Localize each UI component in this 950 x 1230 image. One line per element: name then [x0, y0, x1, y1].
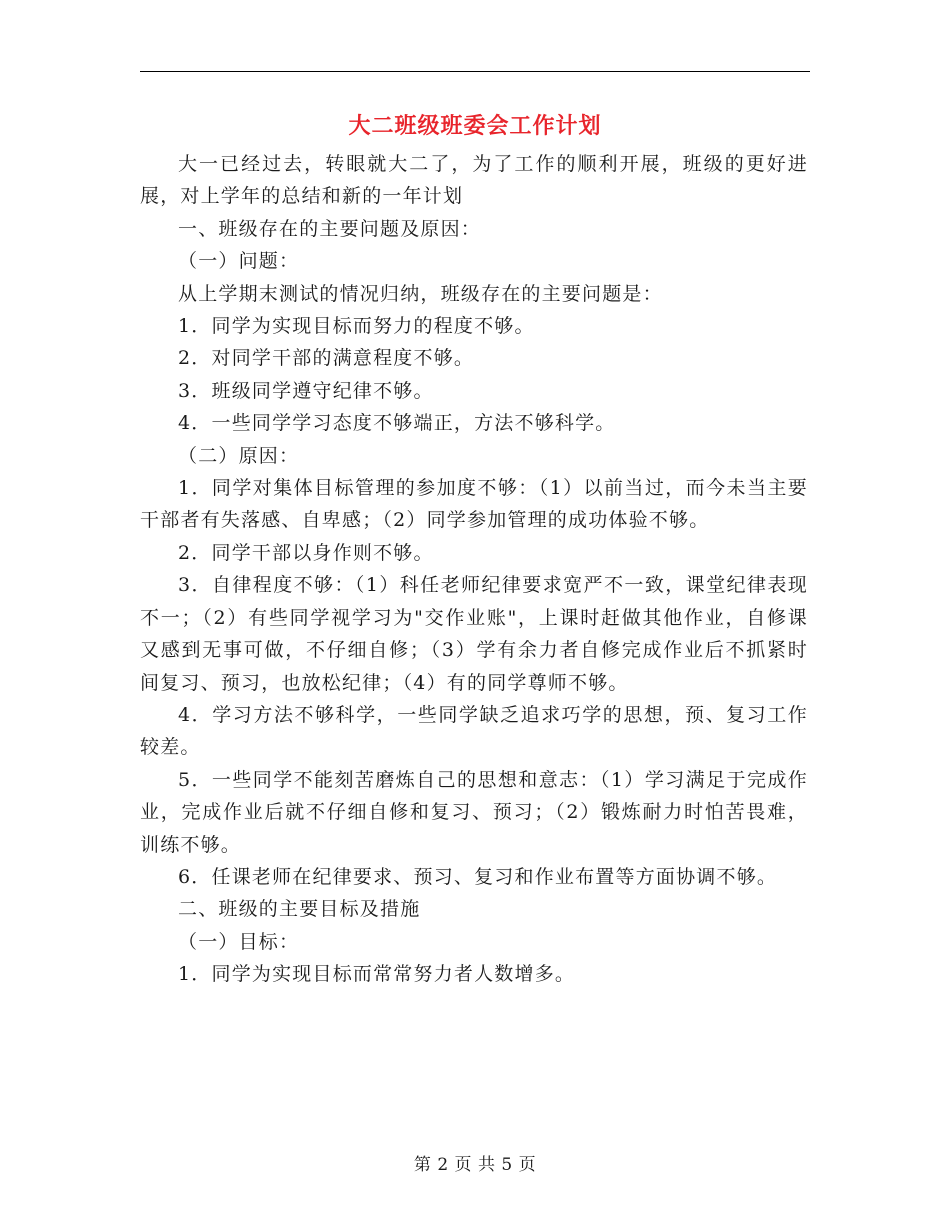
document-body [140, 148, 808, 991]
section-heading-goals: 二、班级的主要目标及措施 [178, 898, 421, 921]
subsection-heading-issues: （一）问题： [178, 250, 300, 273]
paragraph: 从上学期末测试的情况归纳，班级存在的主要问题是： [178, 282, 663, 305]
list-item: 1．同学对集体目标管理的参加度不够：（1）以前当过，而今未当主要干部者有失落感、自卑感；（2）同学参加管理的成功体验不够。 [140, 477, 808, 532]
list-item: 5．一些同学不能刻苦磨炼自己的思想和意志：（1）学习满足于完成作业，完成作业后就不仔细自修和复习、预习；（2）锻炼耐力时怕苦畏难，训练不够。 [140, 768, 808, 856]
header-rule [140, 71, 810, 72]
list-item: 1．同学为实现目标而常常努力者人数增多。 [178, 963, 576, 986]
list-item: 2．同学干部以身作则不够。 [178, 541, 434, 564]
subsection-heading-targets: （一）目标： [178, 930, 300, 953]
page-number-footer: 第 2 页 共 5 页 [413, 1155, 537, 1175]
list-item: 1．同学为实现目标而努力的程度不够。 [178, 315, 535, 338]
intro-paragraph: 大一已经过去，转眼就大二了，为了工作的顺利开展，班级的更好进展，对上学年的总结和新的一年计划 [140, 153, 808, 208]
subsection-heading-causes: （二）原因： [178, 444, 300, 467]
section-heading-problems: 一、班级存在的主要问题及原因： [178, 217, 482, 240]
list-item: 3．自律程度不够：（1）科任老师纪律要求宽严不一致，课堂纪律表现不一；（2）有些同学视学习为"交作业账"，上课时赶做其他作业，自修课又感到无事可做，不仔细自修；（3）学有余力者自修完成作业后不抓紧时间复习、预习，也放松纪律；（4）有的同学尊师不够。 [140, 574, 808, 694]
document-title: 大二班级班委会工作计划 [348, 113, 602, 139]
list-item: 4．学习方法不够科学，一些同学缺乏追求巧学的思想，预、复习工作较差。 [140, 703, 808, 759]
list-item: 2．对同学干部的满意程度不够。 [178, 347, 475, 370]
list-item: 4．一些同学学习态度不够端正，方法不够科学。 [178, 412, 616, 435]
list-item: 6．任课老师在纪律要求、预习、复习和作业布置等方面协调不够。 [178, 865, 778, 888]
list-item: 3．班级同学遵守纪律不够。 [178, 379, 434, 402]
